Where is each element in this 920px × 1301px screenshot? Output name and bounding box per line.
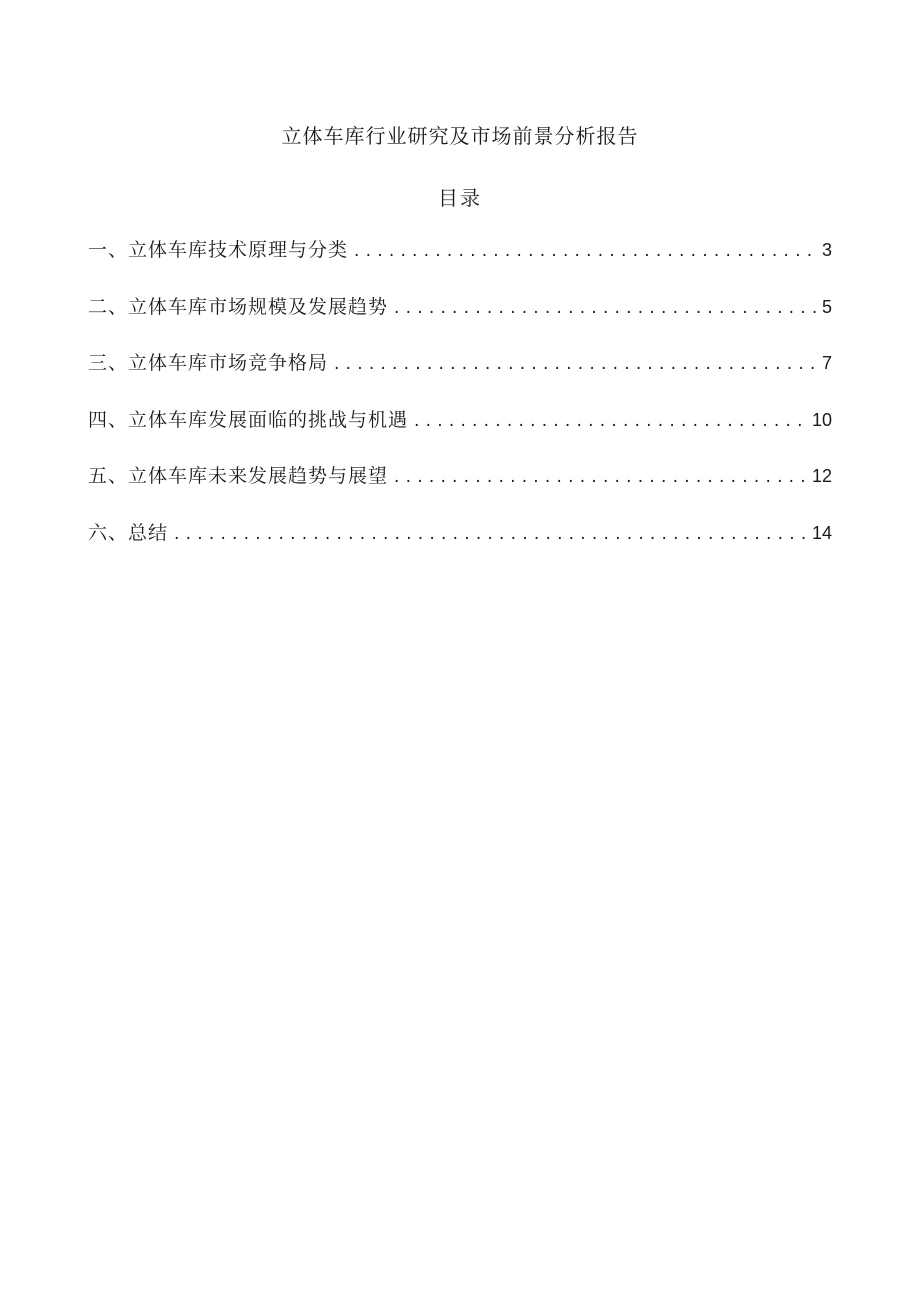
toc-heading: 目录 <box>438 186 482 210</box>
toc-dot-leader <box>354 237 818 265</box>
toc-entry-page: 10 <box>811 409 832 430</box>
toc-entry-page: 3 <box>821 240 832 260</box>
table-of-contents <box>88 236 832 575</box>
toc-entry-label: 一、立体车库技术原理与分类 <box>88 239 349 261</box>
toc-entry-4[interactable] <box>88 406 832 463</box>
toc-entry-page: 7 <box>821 353 832 373</box>
toc-entry-2[interactable] <box>88 293 832 350</box>
toc-entry-label: 三、立体车库市场竞争格局 <box>88 352 329 374</box>
toc-entry-3[interactable] <box>88 349 832 406</box>
toc-entry-6[interactable] <box>88 519 832 576</box>
toc-dot-leader <box>394 294 818 322</box>
toc-entry-page: 12 <box>811 466 832 486</box>
toc-entry-page: 5 <box>821 296 832 317</box>
toc-dot-leader <box>414 407 808 435</box>
toc-entry-label: 四、立体车库发展面临的挑战与机遇 <box>88 408 409 431</box>
toc-dot-leader <box>174 520 808 548</box>
toc-entry-page: 14 <box>811 522 832 543</box>
toc-entry-label: 六、总结 <box>88 521 169 544</box>
document-title: 立体车库行业研究及市场前景分析报告 <box>281 124 639 148</box>
toc-dot-leader <box>334 350 818 378</box>
toc-entry-5[interactable] <box>88 462 832 519</box>
toc-entry-1[interactable] <box>88 236 832 293</box>
toc-dot-leader <box>394 463 808 491</box>
toc-entry-label: 二、立体车库市场规模及发展趋势 <box>88 295 389 318</box>
toc-entry-label: 五、立体车库未来发展趋势与展望 <box>88 465 389 487</box>
